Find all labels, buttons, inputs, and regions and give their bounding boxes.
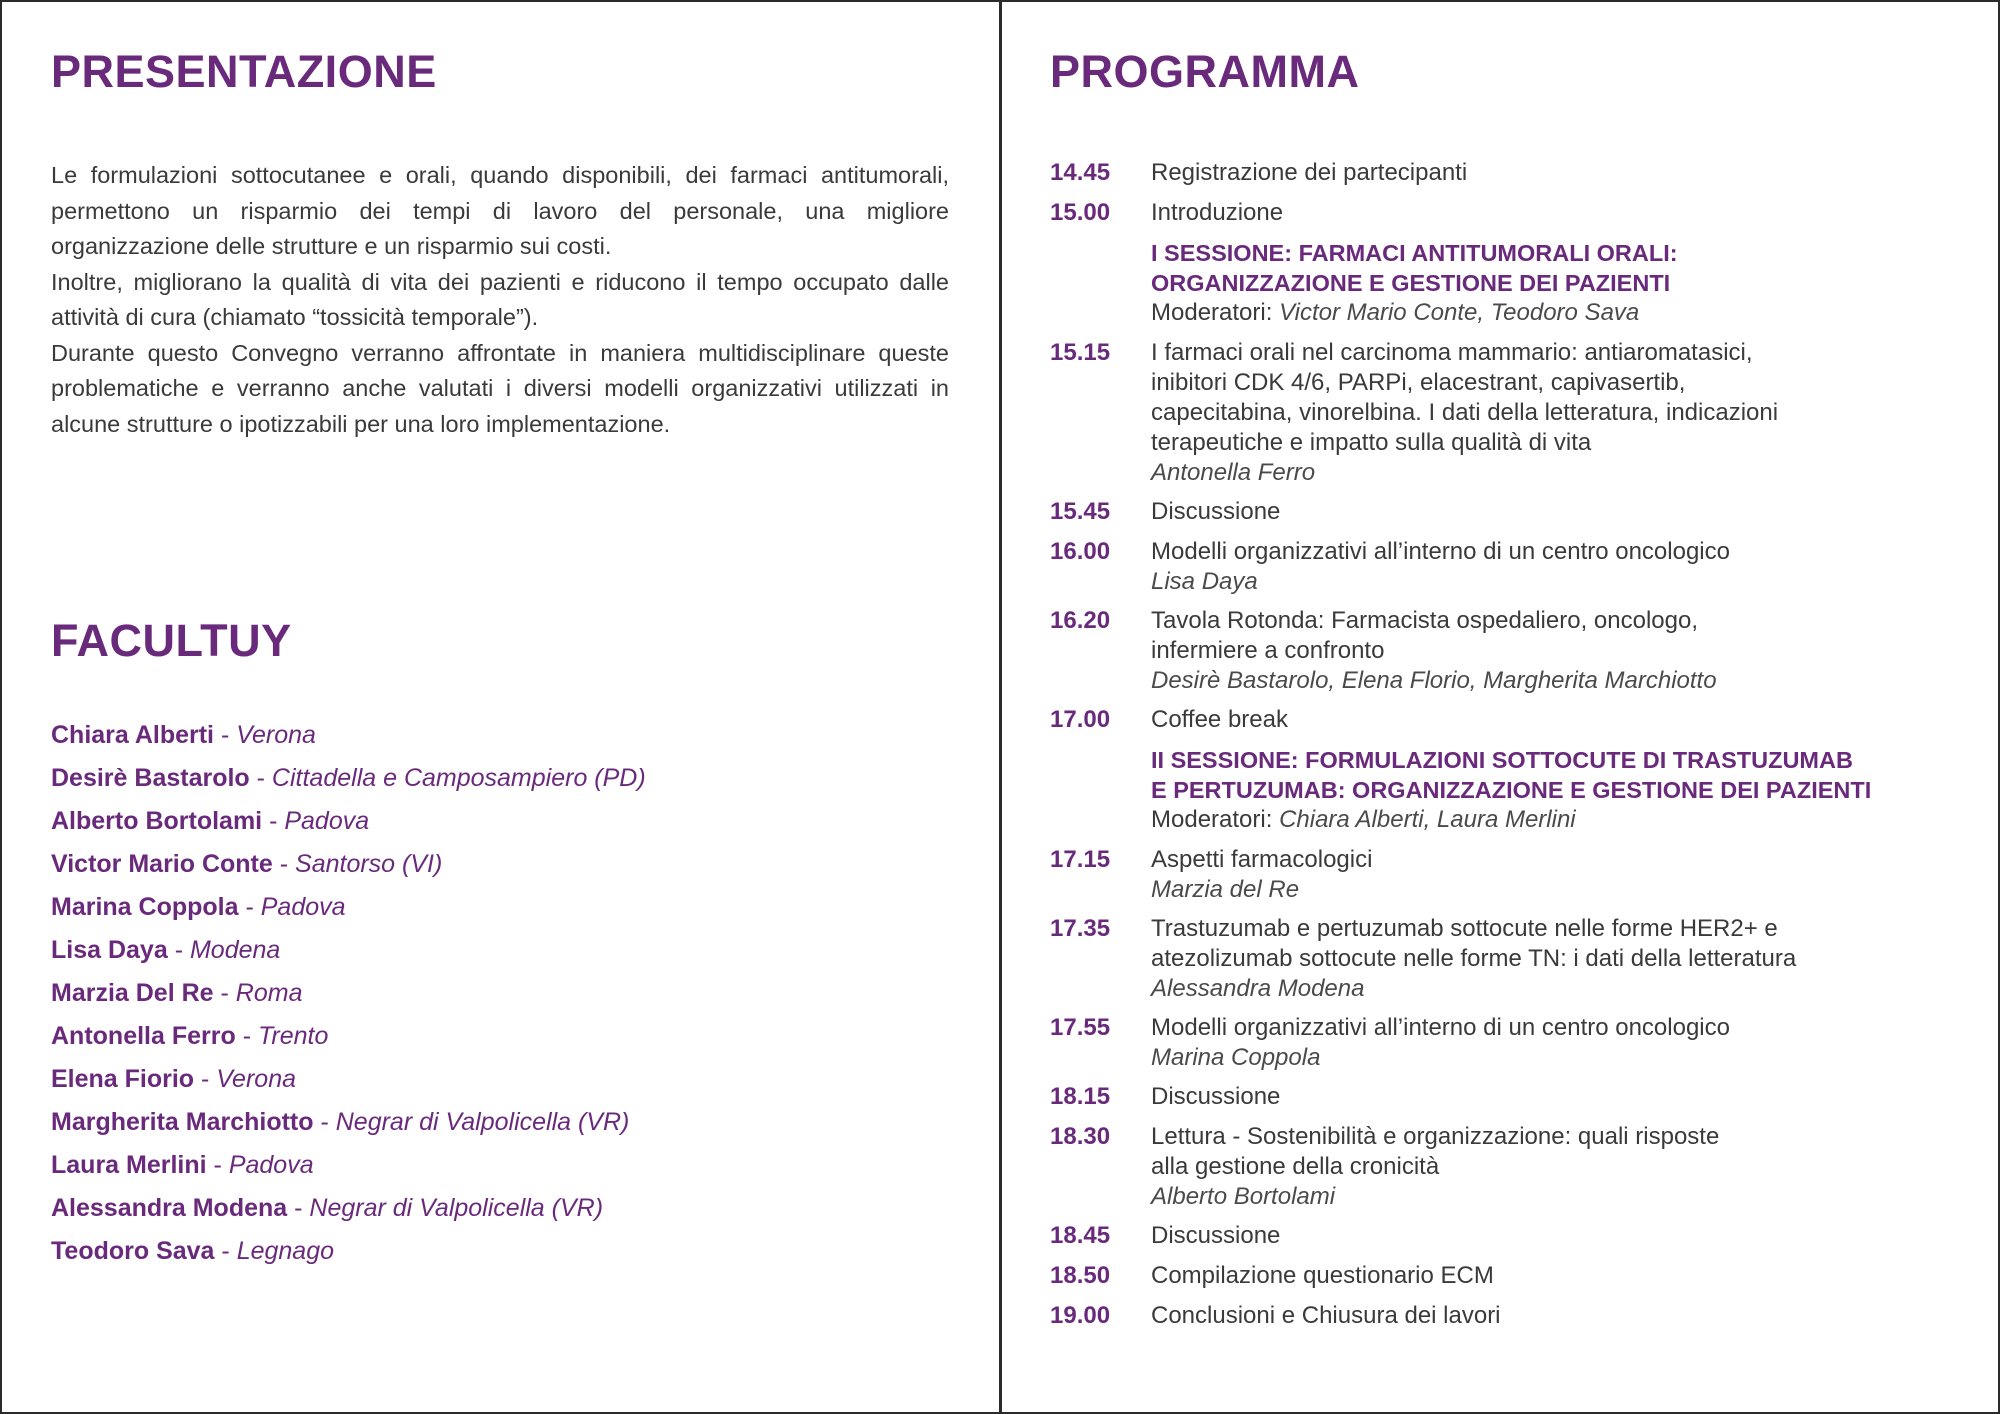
program-title-line: Lettura - Sostenibilità e organizzazione: quali risposte xyxy=(1151,1123,1720,1150)
program-time: 18.50 xyxy=(1050,1262,1111,1289)
faculty-member xyxy=(51,1058,646,1101)
presentazione-paragraph: Durante questo Convegno verranno affrontate in maniera multidisciplinare queste problematiche e verranno anche valutati i diversi modelli organizzativi utilizzati in alcune strutture o ipotizzabili per una loro implementazione. xyxy=(51,339,949,437)
faculty-place: Padova xyxy=(260,893,346,921)
program-item xyxy=(1050,338,1970,487)
program-item xyxy=(1050,1013,1970,1072)
program-title-line: capecitabina, vinorelbina. I dati della letteratura, indicazioni xyxy=(1151,399,1779,426)
program-item xyxy=(1050,497,1970,527)
program-content xyxy=(1151,537,1970,596)
moderators-label: Moderatori: xyxy=(1151,806,1280,833)
faculty-member xyxy=(51,1230,646,1273)
program-item xyxy=(1050,198,1970,228)
faculty-place: Modena xyxy=(189,936,281,964)
moderators-names: Chiara Alberti, Laura Merlini xyxy=(1279,806,1576,833)
program-content xyxy=(1151,914,1970,1003)
program-item xyxy=(1050,606,1970,695)
presentazione-heading: PRESENTAZIONE xyxy=(51,46,437,97)
program-title-line: Conclusioni e Chiusura dei lavori xyxy=(1151,1302,1501,1329)
session-title-line: E PERTUZUMAB: ORGANIZZAZIONE E GESTIONE DEI PAZIENTI xyxy=(1151,777,1872,803)
program-item xyxy=(1050,845,1970,904)
program-item xyxy=(1050,914,1970,1003)
faculty-place: Negrar di Valpolicella (VR) xyxy=(335,1108,630,1136)
faculty-member xyxy=(51,800,646,843)
faculty-name: Alberto Bortolami xyxy=(51,807,263,835)
faculty-list xyxy=(51,714,646,1273)
faculty-separator: - xyxy=(214,1237,237,1265)
program-content xyxy=(1151,1261,1970,1291)
program-speaker: Antonella Ferro xyxy=(1151,459,1316,486)
faculty-member xyxy=(51,714,646,757)
program-content xyxy=(1151,1301,1970,1331)
program-title-line: atezolizumab sottocute nelle forme TN: i dati della letteratura xyxy=(1151,945,1797,972)
faculty-place: Verona xyxy=(216,1065,296,1093)
faculty-place: Cittadella e Camposampiero (PD) xyxy=(271,764,646,792)
program-title-line: Introduzione xyxy=(1151,199,1284,226)
program-time: 16.00 xyxy=(1050,538,1111,565)
session-moderators xyxy=(1151,298,1970,328)
program-time: 17.35 xyxy=(1050,915,1111,942)
faculty-name: Desirè Bastarolo xyxy=(51,764,250,792)
faculty-member xyxy=(51,1187,646,1230)
program-speaker: Alessandra Modena xyxy=(1151,975,1365,1002)
program-title-line: Modelli organizzativi all’interno di un centro oncologico xyxy=(1151,1014,1730,1041)
program-title-line: Tavola Rotonda: Farmacista ospedaliero, oncologo, xyxy=(1151,607,1698,634)
faculty-place: Padova xyxy=(228,1151,314,1179)
moderators-label: Moderatori: xyxy=(1151,299,1280,326)
program-time: 17.55 xyxy=(1050,1014,1111,1041)
program-title-line: Discussione xyxy=(1151,1083,1281,1110)
faculty-member xyxy=(51,843,646,886)
faculty-place: Padova xyxy=(284,807,370,835)
faculty-member xyxy=(51,929,646,972)
faculty-separator: - xyxy=(214,721,237,749)
program-title-line: Modelli organizzativi all’interno di un centro oncologico xyxy=(1151,538,1730,565)
program-time: 15.00 xyxy=(1050,199,1111,226)
program-time: 18.30 xyxy=(1050,1123,1111,1150)
program-speaker: Lisa Daya xyxy=(1151,568,1258,595)
session-title-line: ORGANIZZAZIONE E GESTIONE DEI PAZIENTI xyxy=(1151,270,1671,296)
program-title-line: Coffee break xyxy=(1151,706,1288,733)
faculty-name: Alessandra Modena xyxy=(51,1194,288,1222)
program-content xyxy=(1151,1082,1970,1112)
program-time xyxy=(1050,238,1151,328)
program-speaker: Marzia del Re xyxy=(1151,876,1300,903)
session-moderators xyxy=(1151,805,1970,835)
faculty-member xyxy=(51,886,646,929)
program-time: 15.15 xyxy=(1050,339,1111,366)
program-item xyxy=(1050,1122,1970,1211)
program-session xyxy=(1050,238,1970,328)
programma-heading: PROGRAMMA xyxy=(1050,46,1360,97)
faculty-name: Laura Merlini xyxy=(51,1151,207,1179)
faculty-separator: - xyxy=(206,1151,229,1179)
faculty-separator: - xyxy=(235,1022,258,1050)
faculty-separator: - xyxy=(313,1108,336,1136)
faculty-heading: FACULTUY xyxy=(51,615,292,666)
program-item xyxy=(1050,705,1970,735)
program-title-line: Compilazione questionario ECM xyxy=(1151,1262,1494,1289)
faculty-place: Santorso (VI) xyxy=(295,850,443,878)
program-content xyxy=(1151,497,1970,527)
program-time: 17.00 xyxy=(1050,706,1111,733)
faculty-separator: - xyxy=(272,850,296,878)
program-content xyxy=(1151,1013,1970,1072)
program-content xyxy=(1151,606,1970,695)
faculty-name: Marzia Del Re xyxy=(51,979,214,1007)
program-time: 17.15 xyxy=(1050,846,1111,873)
faculty-separator: - xyxy=(194,1065,217,1093)
faculty-place: Trento xyxy=(257,1022,329,1050)
program-time: 18.15 xyxy=(1050,1083,1111,1110)
faculty-name: Margherita Marchiotto xyxy=(51,1108,314,1136)
program-title-line: infermiere a confronto xyxy=(1151,637,1385,664)
program-content xyxy=(1151,238,1970,328)
program-item xyxy=(1050,1082,1970,1112)
column-divider xyxy=(999,0,1002,1414)
program-title-line: terapeutiche e impatto sulla qualità di vita xyxy=(1151,429,1592,456)
session-title-line: II SESSIONE: FORMULAZIONI SOTTOCUTE DI TRASTUZUMAB xyxy=(1151,747,1853,773)
faculty-separator: - xyxy=(238,893,261,921)
program-item xyxy=(1050,1301,1970,1331)
program-speaker: Desirè Bastarolo, Elena Florio, Margherita Marchiotto xyxy=(1151,667,1717,694)
program-time: 16.20 xyxy=(1050,607,1111,634)
program-item xyxy=(1050,1221,1970,1251)
moderators-names: Victor Mario Conte, Teodoro Sava xyxy=(1279,299,1640,326)
faculty-place: Negrar di Valpolicella (VR) xyxy=(309,1194,604,1222)
faculty-name: Teodoro Sava xyxy=(51,1237,215,1265)
faculty-name: Elena Fiorio xyxy=(51,1065,195,1093)
program-time: 15.45 xyxy=(1050,498,1111,525)
program-item xyxy=(1050,1261,1970,1291)
faculty-separator: - xyxy=(262,807,285,835)
presentazione-paragraph: Le formulazioni sottocutanee e orali, quando disponibili, dei farmaci antitumorali, permettono un risparmio dei tempi di lavoro del personale, una migliore organizzazione delle strutture e un risparmio sui costi. xyxy=(51,162,949,259)
faculty-separator: - xyxy=(249,764,272,792)
faculty-name: Marina Coppola xyxy=(51,893,239,921)
faculty-separator: - xyxy=(213,979,236,1007)
program-title-line: Trastuzumab e pertuzumab sottocute nelle forme HER2+ e xyxy=(1151,915,1778,942)
session-title-line: I SESSIONE: FARMACI ANTITUMORALI ORALI: xyxy=(1151,240,1678,266)
faculty-place: Roma xyxy=(235,979,303,1007)
program-title-line: Discussione xyxy=(1151,498,1281,525)
program-content xyxy=(1151,845,1970,904)
program-title-line: alla gestione della cronicità xyxy=(1151,1153,1440,1180)
program-item xyxy=(1050,158,1970,188)
presentazione-text xyxy=(51,158,949,442)
program-time xyxy=(1050,745,1151,835)
faculty-place: Legnago xyxy=(236,1237,335,1265)
program-speaker: Marina Coppola xyxy=(1151,1044,1321,1071)
program-content xyxy=(1151,745,1970,835)
faculty-name: Lisa Daya xyxy=(51,936,168,964)
faculty-place: Verona xyxy=(236,721,316,749)
faculty-name: Antonella Ferro xyxy=(51,1022,236,1050)
program-title-line: Discussione xyxy=(1151,1222,1281,1249)
faculty-separator: - xyxy=(167,936,190,964)
program-content xyxy=(1151,338,1970,487)
program-time: 19.00 xyxy=(1050,1302,1111,1329)
presentazione-paragraph: Inoltre, migliorano la qualità di vita dei pazienti e riducono il tempo occupato dalle attività di cura (chiamato “tossicità temporale”). xyxy=(51,268,949,330)
faculty-member xyxy=(51,972,646,1015)
program-list xyxy=(1050,158,1970,1341)
program-item xyxy=(1050,537,1970,596)
program-title-line: Aspetti farmacologici xyxy=(1151,846,1373,873)
program-time: 14.45 xyxy=(1050,159,1111,186)
faculty-member xyxy=(51,1101,646,1144)
program-content xyxy=(1151,1221,1970,1251)
program-content xyxy=(1151,158,1970,188)
program-title-line: Registrazione dei partecipanti xyxy=(1151,159,1468,186)
faculty-member xyxy=(51,1015,646,1058)
faculty-name: Chiara Alberti xyxy=(51,721,215,749)
faculty-member xyxy=(51,757,646,800)
program-content xyxy=(1151,1122,1970,1211)
program-content xyxy=(1151,705,1970,735)
program-time: 18.45 xyxy=(1050,1222,1111,1249)
program-title-line: I farmaci orali nel carcinoma mammario: antiaromatasici, xyxy=(1151,339,1753,366)
program-speaker: Alberto Bortolami xyxy=(1151,1183,1336,1210)
faculty-name: Victor Mario Conte xyxy=(51,850,273,878)
program-content xyxy=(1151,198,1970,228)
faculty-member xyxy=(51,1144,646,1187)
program-title-line: inibitori CDK 4/6, PARPi, elacestrant, capivasertib, xyxy=(1151,369,1686,396)
faculty-separator: - xyxy=(287,1194,310,1222)
program-session xyxy=(1050,745,1970,835)
